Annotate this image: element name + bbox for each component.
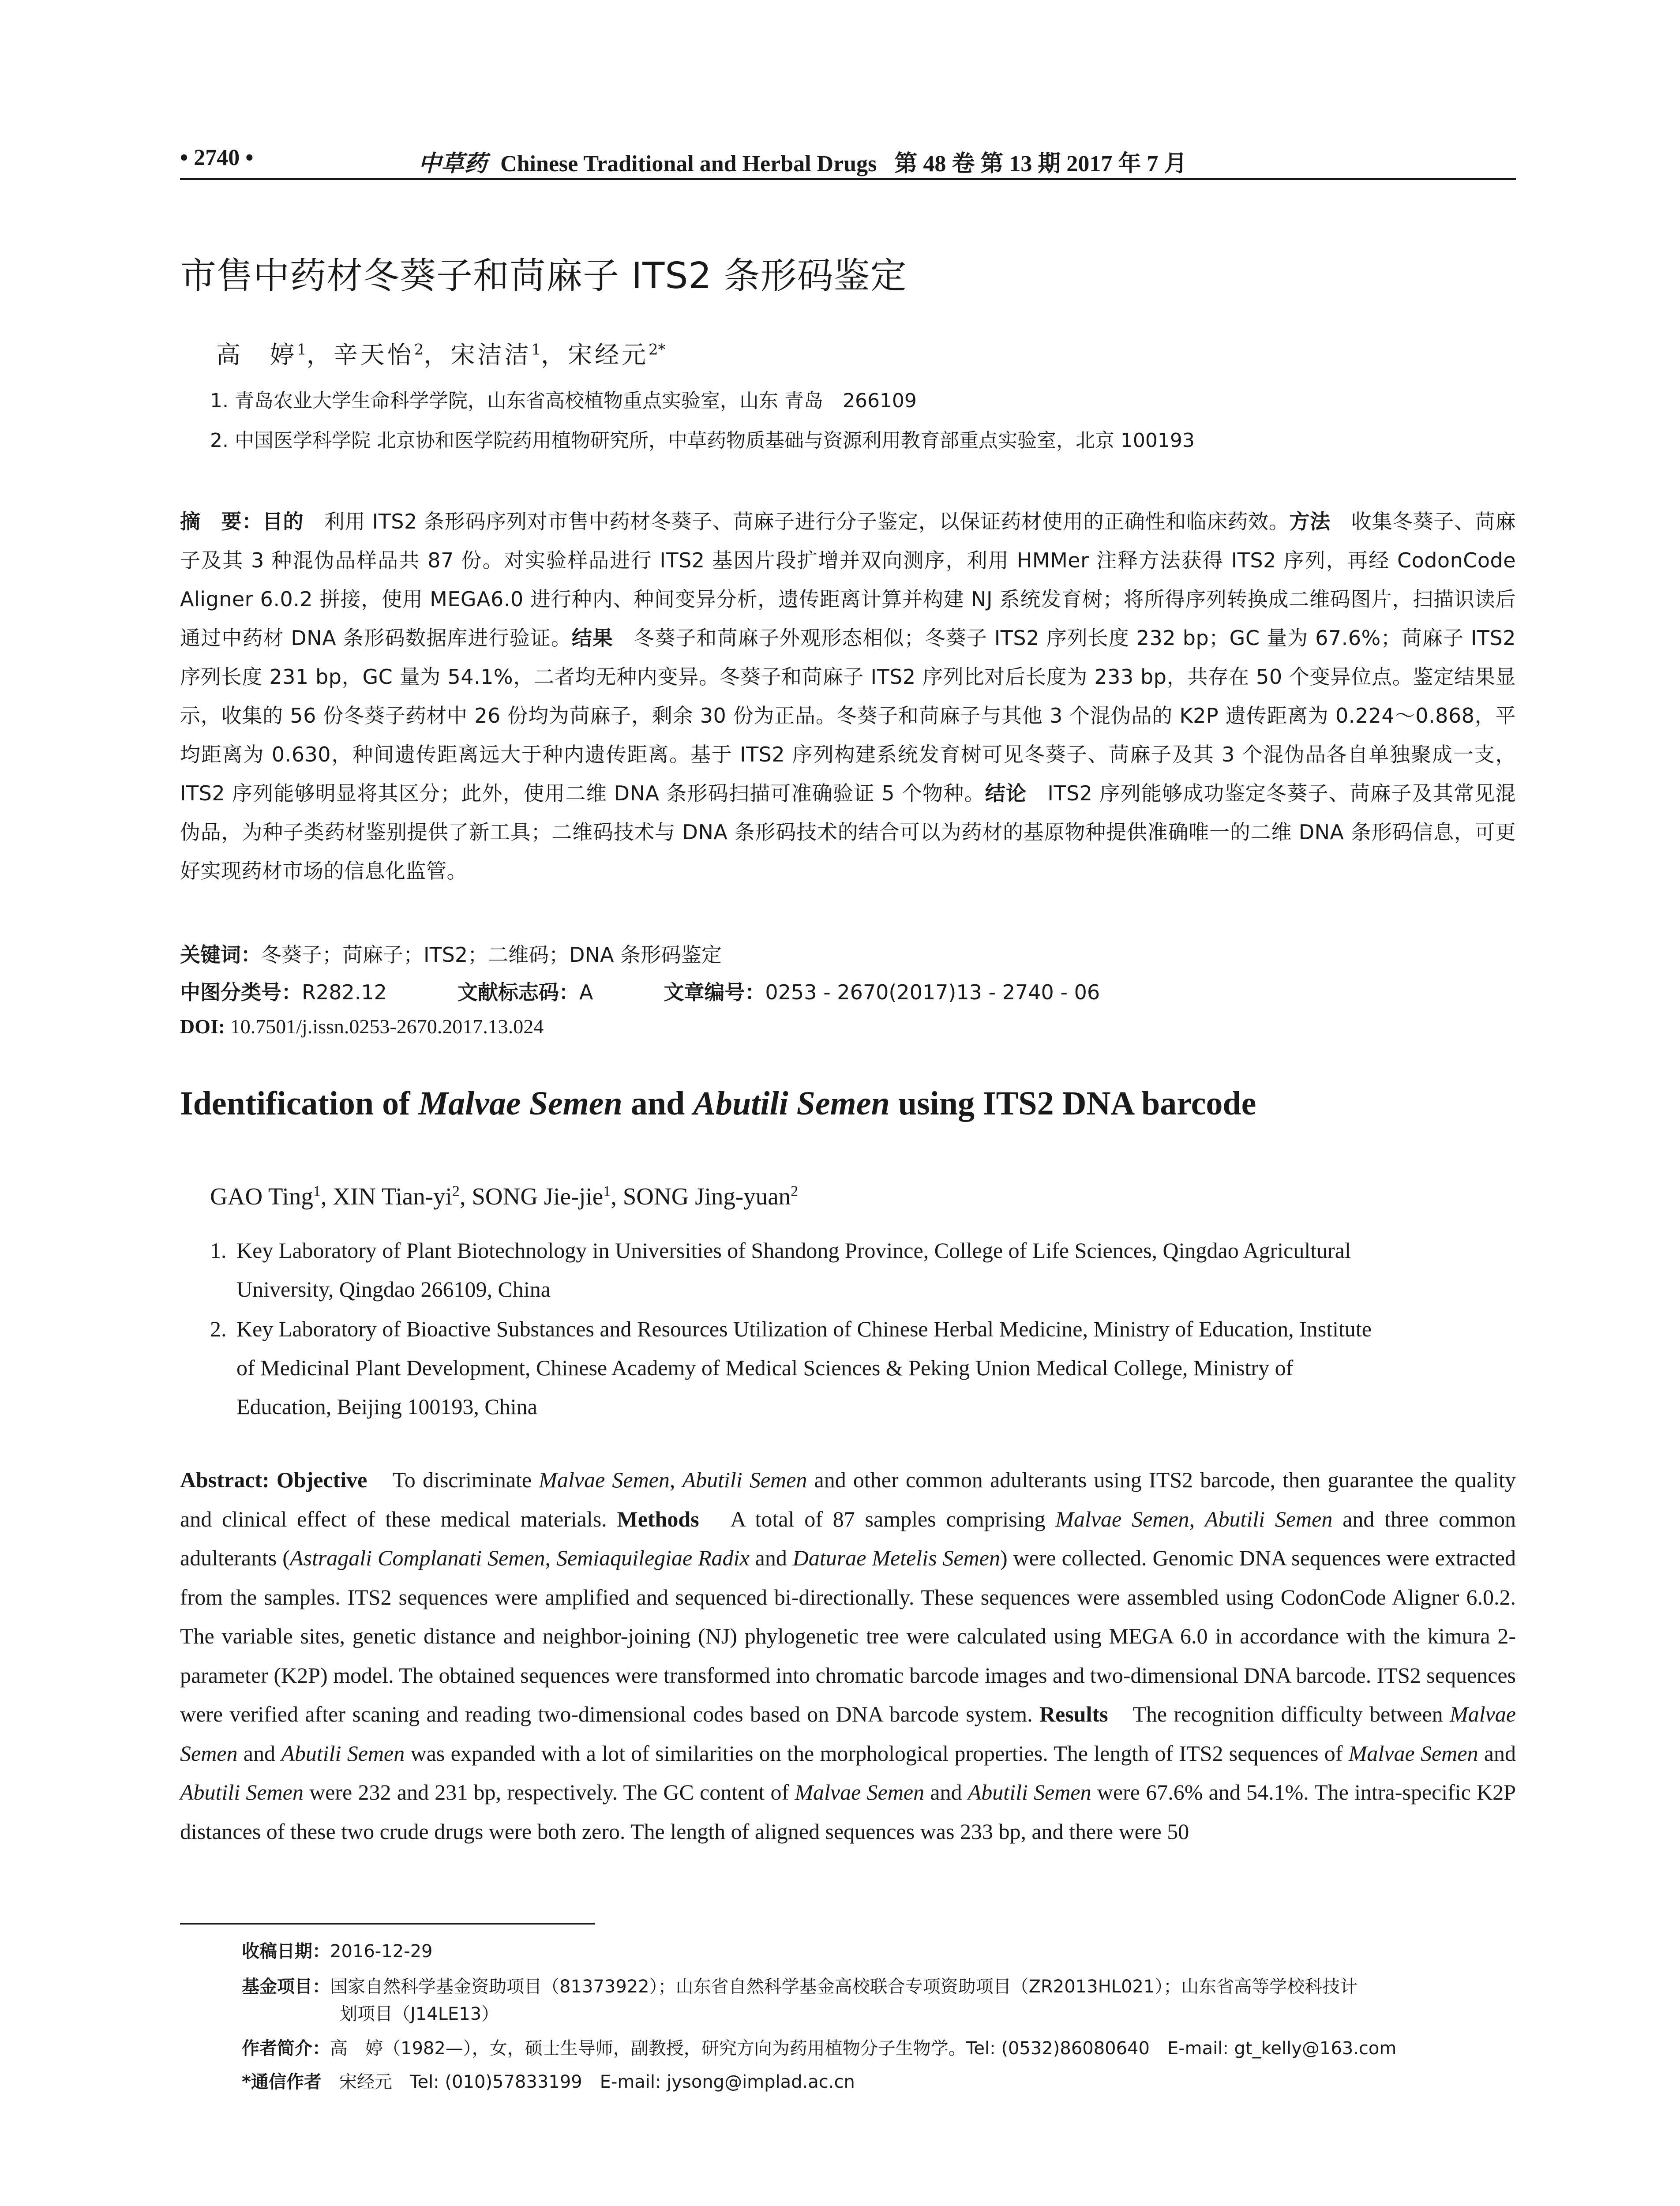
en-abstract-text: and other common adulterants using ITS2 barcode, then guarantee the quality and clinical effect of these medical materials. [180,1467,1516,1531]
species-name: Malvae Semen [539,1467,670,1492]
fund-label: 基金项目： [242,1977,330,1997]
en-author-name: XIN Tian-yi [333,1183,452,1210]
en-abstract-text: , [545,1546,556,1570]
journal-info [418,145,1187,178]
cn-methods-text: 收集冬葵子、苘麻子及其 3 种混伪品样品共 87 份。对实验样品进行 ITS2 基因片段扩增并双向测序，利用 HMMer 注释方法获得 ITS2 序列，再经 CodonCode Aligner 6.0.2 拼接，使用 MEGA6.0 进行种内、种间变异分析，遗传距离计算并构建 NJ 系统发育树；将所得序列转换成二维码图片，扫描识读后通过中药材 DNA 条形码数据库进行验证。 [180,510,1516,650]
doc-code-label: 文献标志码： [457,980,579,1004]
article-no-label: 文章编号： [664,980,765,1004]
running-header [180,142,1512,177]
journal-name-en: Chinese Traditional and Herbal Drugs [500,151,877,176]
cn-objective-label: 目的 [262,510,304,533]
cn-author-sup: 1 [297,341,307,359]
en-affiliation-2-num: 2. [210,1317,227,1341]
en-abstract-text: The recognition difficulty between [1108,1702,1450,1726]
footnote-fund [242,1973,1517,2028]
en-title-species-1: Malvae Semen [418,1085,622,1122]
clc-value: R282.12 [302,980,387,1004]
cn-classification [180,976,1100,1005]
en-abstract-text: was expanded with a lot of similarities on the morphological properties. The length of ITS2 sequences of [405,1741,1349,1766]
en-abstract-text: were 232 and 231 bp, respectively. The GC content of [303,1780,795,1805]
cn-results-label: 结果 [571,626,614,650]
cn-affiliation-2: 2. 中国医学科学院 北京协和医学院药用植物研究所，中草药物质基础与资源利用教育部重点实验室，北京 100193 [210,429,1195,452]
en-authors: GAO Ting$^1$, XIN Tian-$yi^2$, SONG Jie-jie$^1$, SONG Jing-yuan$^2$ [210,1183,799,1210]
clc-label: 中图分类号： [180,980,302,1004]
footnote-corresponding [242,2068,1517,2096]
bio-text: 高 婷（1982—），女，硕士生导师，副教授，研究方向为药用植物分子生物学。Tel: (0532)86080640 E-mail: gt_kelly@163.com [330,2038,1397,2059]
doi-label: DOI: [180,1015,225,1038]
en-affiliation-1-num: 1. [210,1238,227,1263]
en-author-sup: 1 [603,1183,611,1200]
species-name: Daturae Metelis Semen [792,1546,1000,1570]
cn-conclusion-text: ITS2 序列能够成功鉴定冬葵子、苘麻子及其常见混伪品，为种子类药材鉴别提供了新工具；二维码技术与 DNA 条形码技术的结合可以为药材的基原物种提供准确唯一的二维 DNA 条形码信息，可更好实现药材市场的信息化监管。 [180,781,1516,883]
cn-author-sup: 2 [414,341,424,359]
en-abstract-text: and [924,1780,968,1805]
en-author-name: GAO Ting [210,1183,313,1210]
footnote-rule [180,1923,595,1925]
cn-affiliation-1: 1. 青岛农业大学生命科学学院，山东省高校植物重点实验室，山东 青岛 266109 [210,390,917,412]
en-abstract-text: and three common adulterants ( [180,1506,1516,1570]
doc-code-value: A [579,980,593,1004]
species-name: Abutili Semen [281,1741,405,1766]
author-separator: ， [424,341,451,369]
corresponding-label: *通信作者 [242,2072,322,2092]
cn-author-sup: 1 [531,341,541,359]
cn-results-text: 冬葵子和苘麻子外观形态相似；冬葵子 ITS2 序列长度 232 bp；GC 量为 67.6%；苘麻子 ITS2 序列长度 231 bp，GC 量为 54.1%，二者均无种内变异。冬葵子和苘麻子 ITS2 序列比对后长度为 233 bp，共存在 50 个变异位点。鉴定结果显示，收集的 56 份冬葵子药材中 26 份均为苘麻子，剩余 30 份为正品。冬葵子和苘麻子与其他 3 个混伪品的 K2P 遗传距离为 0.224～0.868，平均距离为 0.630，种间遗传距离远大于种内遗传距离。基于 ITS2 序列构建系统发育树可见冬葵子、苘麻子及其 3 个混伪品各自单独聚成一支，ITS2 序列能够明显将其区分；此外，使用二维 DNA 条形码扫描可准确验证 5 个物种。 [180,626,1516,805]
en-author-sup: 2 [452,1183,460,1200]
en-abstract [180,1460,1516,1851]
species-name: Abutili Semen [682,1467,807,1492]
en-title-species-2: Abutili Semen [693,1085,890,1122]
en-title-suffix: using ITS2 DNA barcode [889,1085,1256,1122]
en-affiliation-2 [210,1309,1517,1426]
footnote-received [242,1938,1517,1965]
en-author-sup: 1 [313,1183,321,1200]
cn-title: 市售中药材冬葵子和苘麻子 ITS2 条形码鉴定 [180,255,907,297]
page-number: • 2740 • [180,145,254,170]
received-label: 收稿日期： [242,1941,330,1962]
cn-conclusion-label: 结论 [985,781,1027,805]
en-affiliation-2-line-1: Key Laboratory of Bioactive Substances and Resources Utilization of Chinese Herbal Medicine, Ministry of Education, Institute [236,1317,1372,1341]
en-abstract-text: and [1478,1741,1516,1766]
cn-author-name: 宋洁洁 [450,341,532,369]
species-name: Semiaquilegiae Radix [556,1546,750,1570]
species-name: Abutili Semen [1204,1506,1333,1531]
cn-author-sup: 2* [649,341,666,359]
en-author-sup: 2 [791,1183,799,1200]
cn-abstract-label: 摘 要： [180,510,262,533]
en-title [180,1084,1256,1123]
doi-line [180,1015,544,1038]
cn-author-name: 宋经元 [568,341,649,369]
cn-keywords-label: 关键词： [180,943,261,967]
species-name: Astragali Complanati Semen [289,1546,545,1570]
cn-keywords [180,939,722,968]
en-author-name: SONG Jing-yuan [622,1183,791,1210]
species-name: Malvae Semen [795,1780,925,1805]
en-results-label: Results [1039,1702,1108,1726]
en-abstract-text: and [237,1741,281,1766]
article-no-value: 0253 - 2670(2017)13 - 2740 - 06 [765,980,1100,1004]
en-affiliation-2-line-3: Education, Beijing 100193, China [236,1394,537,1419]
cn-methods-label: 方法 [1289,510,1331,533]
species-name: Malvae Semen [1055,1506,1189,1531]
author-separator: ， [306,341,334,369]
species-name: Abutili Semen [180,1780,304,1805]
fund-line-1: 国家自然科学基金资助项目（81373922）；山东省自然科学基金高校联合专项资助项目（ZR2013HL021）；山东省高等学校科技计 [330,1977,1358,1997]
corresponding-text: 宋经元 Tel: (010)57833199 E-mail: jysong@implad.ac.cn [321,2072,855,2092]
en-abstract-text: , [669,1467,682,1492]
cn-abstract [180,502,1516,890]
en-abstract-text: A total of 87 samples comprising [699,1506,1056,1531]
species-name: Abutili Semen [968,1780,1091,1805]
en-abstract-text: To discriminate [367,1467,539,1492]
received-date: 2016-12-29 [330,1941,433,1962]
issue-info: 第 48 卷 第 13 期 2017 年 7 月 [894,151,1187,176]
cn-authors [216,335,666,370]
en-abstract-label: Abstract: Objective [180,1467,368,1492]
en-title-prefix: Identification of [180,1085,419,1122]
cn-objective-text: 利用 ITS2 条形码序列对市售中药材冬葵子、苘麻子进行分子鉴定，以保证药材使用的正确性和临床药效。 [304,510,1290,533]
cn-author-name: 辛天怡 [333,341,414,369]
en-author-name: SONG Jie-jie [472,1183,604,1210]
cn-author-name: 高 婷 [216,341,297,369]
en-affiliation-1 [210,1231,1517,1309]
footnote-bio [242,2035,1517,2062]
en-affiliation-1-line-1: Key Laboratory of Plant Biotechnology in Universities of Shandong Province, College of Life Sciences, Qingdao Agricultural [236,1238,1351,1263]
en-methods-label: Methods [617,1506,699,1531]
journal-logo: 中草药 [418,150,488,177]
species-name: Malvae Semen [180,1702,1516,1766]
bio-label: 作者简介： [242,2038,330,2059]
en-abstract-text: and [749,1546,793,1570]
en-abstract-text: were 67.6% and 54.1%. The intra-specific K2P distances of these two crude drugs were both zero. The length of aligned sequences was 233 bp, and there were 50 [180,1780,1516,1844]
en-abstract-text: , [1189,1506,1205,1531]
en-abstract-text: ) were collected. Genomic DNA sequences were extracted from the samples. ITS2 sequences were amplified and sequenced bi-directionally. These sequences were assembled using CodonCode Aligner 6.0.2. The variable sites, genetic distance and neighbor-joining (NJ) phylogenetic tree were calculated using MEGA 6.0 in accordance with the kimura 2-parameter (K2P) model. The obtained sequences were transformed into chromatic barcode images and two-dimensional DNA barcode. ITS2 sequences were verified after scaning and reading two-dimensional codes based on DNA barcode system. [180,1546,1516,1726]
header-rule [180,178,1516,180]
fund-line-2: 划项目（J14LE13） [340,2004,499,2024]
en-affiliation-1-line-2: University, Qingdao 266109, China [236,1277,551,1302]
author-separator: ， [541,341,568,369]
cn-keywords-text: 冬葵子；苘麻子；ITS2；二维码；DNA 条形码鉴定 [261,943,722,967]
en-title-and: and [622,1085,694,1122]
species-name: Malvae Semen [1348,1741,1478,1766]
en-affiliation-2-line-2: of Medicinal Plant Development, Chinese Academy of Medical Sciences & Peking Union Medical College, Ministry of [236,1355,1294,1380]
doi-value: 10.7501/j.issn.0253-2670.2017.13.024 [225,1015,544,1038]
